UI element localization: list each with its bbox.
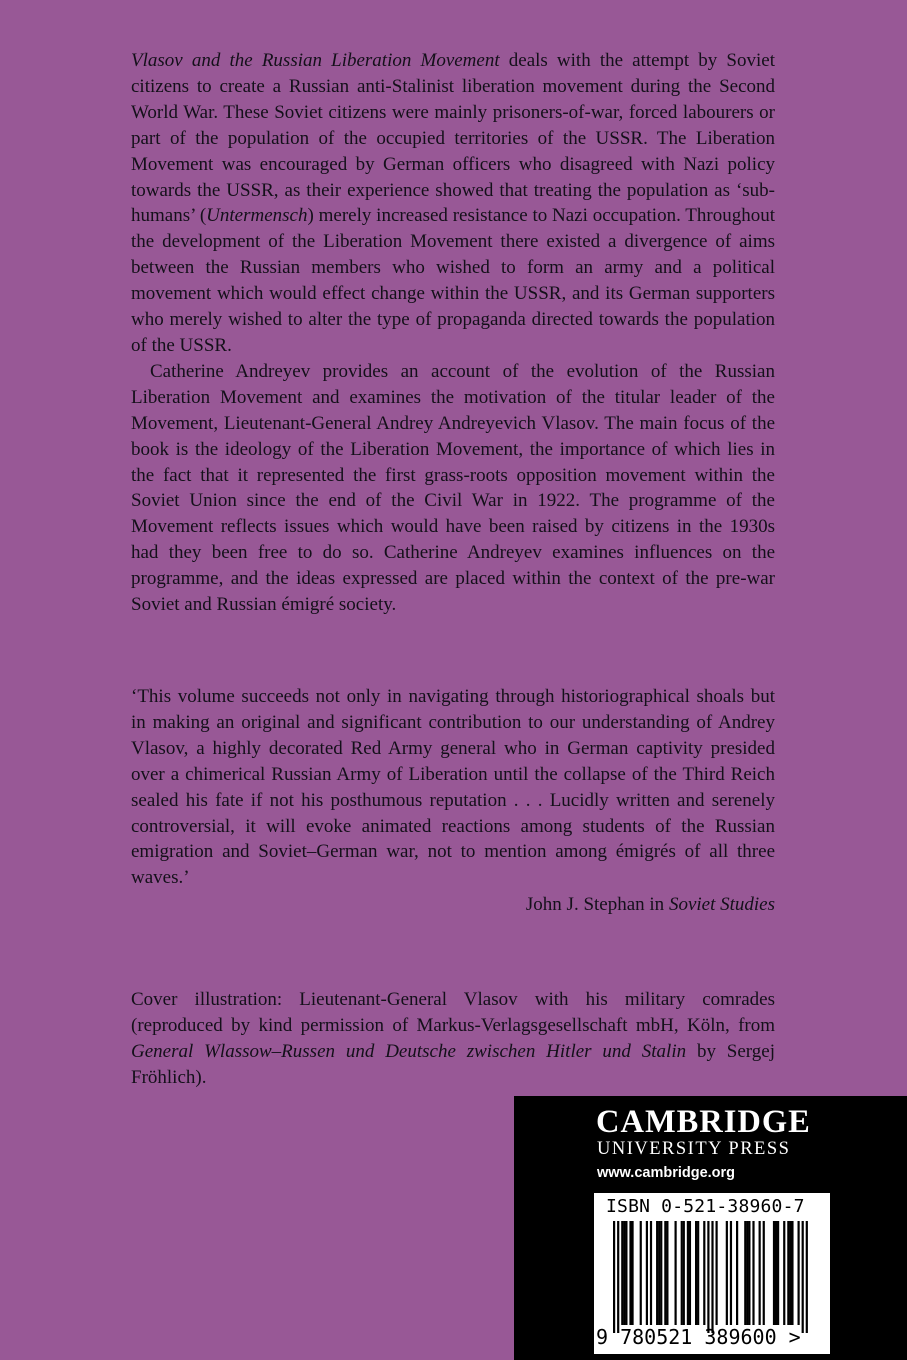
barcode-bar [746, 1221, 748, 1325]
barcode-bar [716, 1221, 718, 1325]
barcode-bar [730, 1221, 732, 1325]
barcode-bar [695, 1221, 697, 1325]
book-title: Vlasov and the Russian Liberation Movement [131, 50, 500, 71]
barcode-bar [726, 1221, 728, 1325]
barcode-bar [798, 1221, 800, 1325]
blurb [131, 48, 775, 618]
review-source: Soviet Studies [668, 894, 775, 916]
blurb-paragraph-2: Catherine Andreyev provides an account of the evolution of the Russian Liberation Movement and examines the motivation of the titular leader of the Movement, Lieutenant-General Andrey Andreyevich Vlasov. The main focus of the book is the ideology of the Liberation Movement, the importance of which lies in the fact that it represented the first grass-roots opposition movement within the Soviet Union since the end of the Civil War in 1922. The programme of the Movement reflects issues which would have been raised by citizens in the 1930s had they been free to do so. Catherine Andreyev examines influences on the programme, and the ideas expressed are placed within the context of the pre-war Soviet and Russian émigré society. [131, 360, 775, 616]
barcode-bar [752, 1221, 754, 1325]
cover-credit-book-title: General Wlassow–Russen und Deutsche zwischen Hitler und Stalin [131, 1041, 687, 1062]
barcode-bar [806, 1221, 808, 1333]
barcode-bar [707, 1221, 709, 1333]
barcode-bar [744, 1221, 746, 1325]
barcode-bar [660, 1221, 662, 1325]
barcode-bar [736, 1221, 738, 1325]
barcode-digits: 9 780521 389600 > [596, 1325, 801, 1349]
barcode-bar [650, 1221, 652, 1325]
barcode-bar [625, 1221, 627, 1325]
blurb-paragraph-1-end: ) merely increased resistance to Nazi occupation. Throughout the development of the Liberation Movement there existed a divergence of aims between the Russian members who wished to form an army and a political movement which would effect change within the USSR, and its German supporters who merely wished to alter the type of propaganda directed towards the population of the USSR. [131, 205, 775, 356]
barcode-bar [631, 1221, 633, 1325]
barcode-bar [683, 1221, 685, 1325]
barcode-bar [656, 1221, 658, 1325]
barcode-bar [775, 1221, 777, 1325]
barcode-bar [787, 1221, 789, 1325]
barcode-bar [664, 1221, 666, 1325]
barcode-bar [791, 1221, 793, 1325]
barcode-bar [773, 1221, 775, 1325]
blurb-paragraph-1-text: deals with the attempt by Soviet citizens to create a Russian anti-Stalinist liberation movement during the Second World War. These Soviet citizens were mainly prisoners-of-war, forced labourers or part of the population of the occupied territories of the USSR. The Liberation Movement was encouraged by German officers who disagreed with Nazi policy towards the USSR, as their experience showed that treating the population as ‘sub-humans’ ( [131, 50, 775, 227]
barcode-bar [646, 1221, 648, 1325]
barcode-bar [777, 1221, 779, 1325]
cover-credit [131, 987, 775, 1091]
barcode-bar [613, 1221, 615, 1333]
barcode-bar [703, 1221, 705, 1325]
review-quote [131, 684, 775, 918]
barcode-bar [640, 1221, 642, 1325]
barcode-bar [687, 1221, 689, 1325]
barcode-bar [617, 1221, 619, 1333]
barcode-bar [802, 1221, 804, 1333]
reviewer-name: John J. Stephan in [525, 894, 669, 916]
barcode-bar [711, 1221, 713, 1333]
barcode-bar [623, 1221, 625, 1325]
blurb-paragraph-1 [131, 48, 775, 359]
barcode-bar [621, 1221, 623, 1325]
publisher-name: CAMBRIDGE [596, 1104, 811, 1140]
cover-credit-text-2: by Sergej Fröhlich). [131, 1041, 775, 1088]
publisher-subname: UNIVERSITY PRESS [597, 1139, 791, 1159]
publisher-box [514, 1096, 907, 1360]
barcode-bar [681, 1221, 683, 1325]
barcode-bar [763, 1221, 765, 1325]
review-attribution [131, 892, 775, 918]
barcode-bar [759, 1221, 761, 1325]
barcode-bar [697, 1221, 699, 1325]
barcode-bar [783, 1221, 785, 1325]
publisher-url: www.cambridge.org [597, 1165, 736, 1181]
review-text: ‘This volume succeeds not only in navigating through historiographical shoals but in making an original and significant contribution to our understanding of Andrey Vlasov, a highly decorated Red Army general who in German captivity presided over a chimerical Russian Army of Liberation until the collapse of the Third Reich sealed his fate if not his posthumous reputation . . . Lucidly written and serenely controversial, it will evoke animated reactions among students of the Russian emigration and Soviet–German war, not to mention among émigrés of all three waves.’ [131, 686, 775, 889]
isbn-label: ISBN 0-521-38960-7 [606, 1196, 805, 1217]
barcode-bar [666, 1221, 668, 1325]
barcode-panel [594, 1193, 830, 1354]
barcode-bar [658, 1221, 660, 1325]
barcode-bar [675, 1221, 677, 1325]
barcode-bar [789, 1221, 791, 1325]
barcode-bar [748, 1221, 750, 1325]
cover-credit-text [131, 987, 775, 1091]
barcode-bar [689, 1221, 691, 1325]
untermensch-term: Untermensch [206, 205, 308, 227]
cover-credit-text-1: Cover illustration: Lieutenant-General Vlasov with his military comrades (reproduced by kind permission of Markus-Verlagsgesellschaft mbH, Köln, from [131, 989, 775, 1036]
barcode-bar [629, 1221, 631, 1325]
